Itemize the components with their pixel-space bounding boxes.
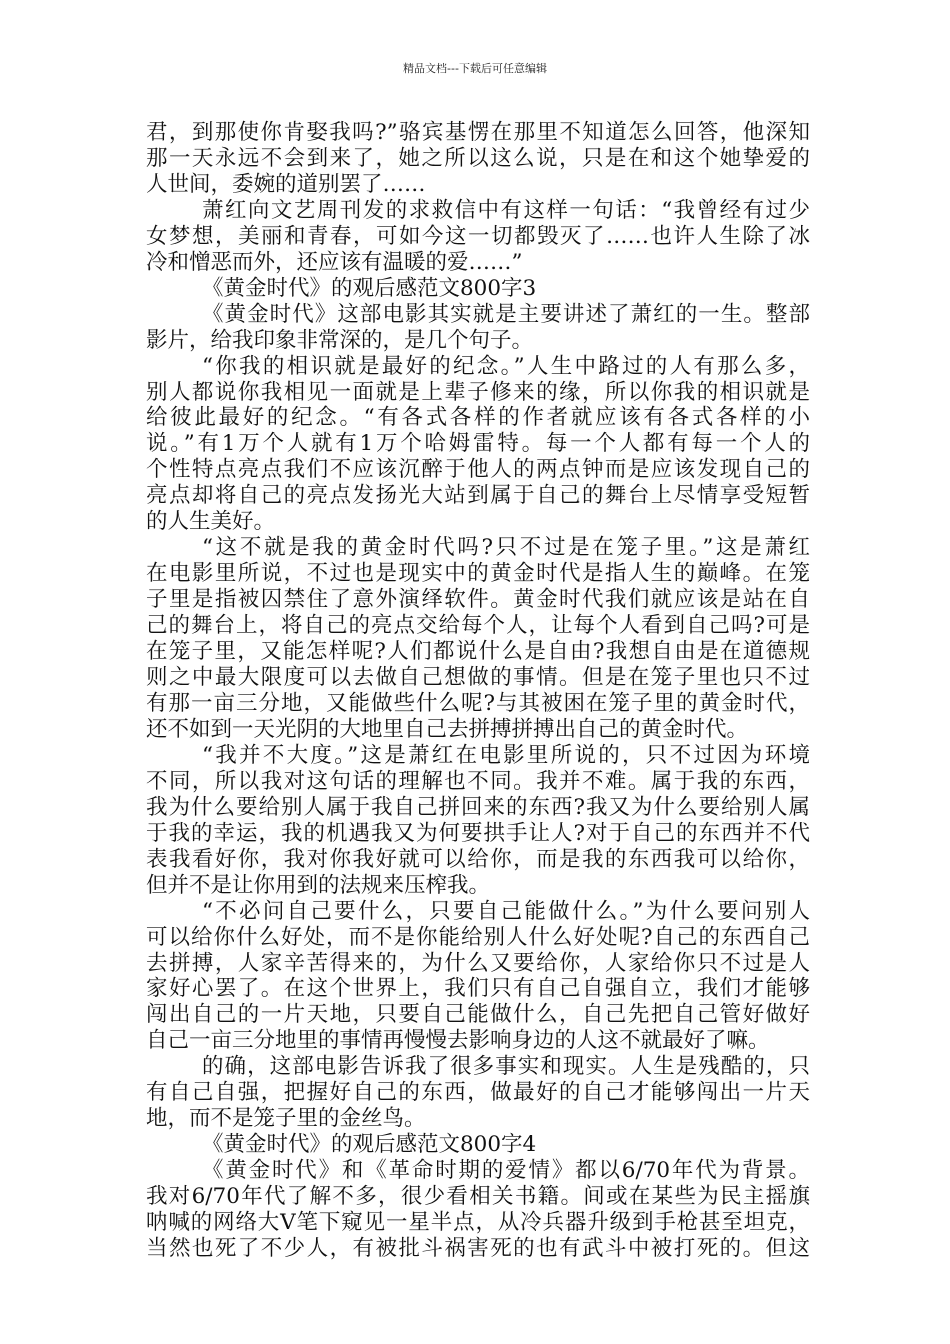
paragraph-start-line: 的确，这部电影告诉我了很多事实和现实。人生是残酷的，只 [202,1054,810,1080]
paragraph-start-line: “我并不大度。”这是萧红在电影里所说的，只不过因为环境 [202,742,810,768]
text-line: 在笼子里，又能怎样呢?人们都说什么是自由?我想自由是在道德规 [146,639,810,665]
text-line: 呐喊的网络大V笔下窥见一星半点，从冷兵器升级到手枪甚至坦克， [146,1210,810,1236]
text-line: 给彼此最好的纪念。“有各式各样的作者就应该有各式各样的小 [146,405,810,431]
page-header: 精品文档---下载后可任意编辑 [403,62,547,75]
text-line: 冷和憎恶而外，还应该有温暖的爱……” [146,249,523,275]
text-line: 但并不是让你用到的法规来压榨我。 [146,872,491,898]
text-line: 别人都说你我相见一面就是上辈子修来的缘，所以你我的相识就是 [146,379,810,405]
text-line: 则之中最大限度可以去做自己想做的事情。但是在笼子里也只不过 [146,665,810,691]
document-body [146,120,810,1262]
text-line: 不同，所以我对这句话的理解也不同。我并不难。属于我的东西， [146,768,810,794]
text-line: 子里是指被囚禁住了意外演绎软件。黄金时代我们就应该是站在自 [146,587,810,613]
text-line: 地，而不是笼子里的金丝鸟。 [146,1106,426,1132]
text-line: 于我的幸运，我的机遇我又为何要拱手让人?对于自己的东西并不代 [146,820,810,846]
text-line: 家好心罢了。在这个世界上，我们只有自己自强自立，我们才能够 [146,976,810,1002]
text-line: 个性特点亮点我们不应该沉醉于他人的两点钟而是应该发现自己的 [146,457,810,483]
text-line: 表我看好你，我对你我好就可以给你，而是我的东西我可以给你， [146,846,810,872]
text-line: 自己一亩三分地里的事情再慢慢去影响身边的人这不就最好了嘛。 [146,1028,770,1054]
text-line: 亮点却将自己的亮点发扬光大站到属于自己的舞台上尽情享受短暂 [146,483,810,509]
text-line: 还不如到一天光阴的大地里自己去拼搏拼搏出自己的黄金时代。 [146,716,749,742]
text-line: 人世间，委婉的道别罢了…… [146,171,426,197]
paragraph-start-line: 《黄金时代》的观后感范文800字4 [202,1132,537,1158]
text-line: 的人生美好。 [146,509,276,535]
text-line: 君，到那使你肯娶我吗?”骆宾基愣在那里不知道怎么回答，他深知 [146,120,810,145]
paragraph-start-line: “你我的相识就是最好的纪念。”人生中路过的人有那么多， [202,353,810,379]
text-line: 在电影里所说，不过也是现实中的黄金时代是指人生的巅峰。在笼 [146,561,810,587]
text-line: 那一天永远不会到来了，她之所以这么说，只是在和这个她挚爱的 [146,145,810,171]
text-line: 去拼搏，人家辛苦得来的，为什么又要给你，人家给你只不过是人 [146,950,810,976]
paragraph-start-line: 《黄金时代》和《革命时期的爱情》都以6/70年代为背景。 [202,1158,810,1184]
paragraph-start-line: 萧红向文艺周刊发的求救信中有这样一句话：“我曾经有过少 [202,197,810,223]
text-line: 女梦想，美丽和青春，可如今这一切都毁灭了……也许人生除了冰 [146,223,810,249]
text-line: 有自己自强，把握好自己的东西，做最好的自己才能够闯出一片天 [146,1080,810,1106]
text-line: 有那一亩三分地，又能做些什么呢?与其被困在笼子里的黄金时代， [146,690,810,716]
paragraph-start-line: 《黄金时代》这部电影其实就是主要讲述了萧红的一生。整部 [202,301,810,327]
text-line: 可以给你什么好处，而不是你能给别人什么好处呢?自己的东西自己 [146,924,810,950]
text-line: 己的舞台上，将自己的亮点交给每个人，让每个人看到自己吗?可是 [146,613,810,639]
paragraph-start-line: 《黄金时代》的观后感范文800字3 [202,275,537,301]
text-line: 当然也死了不少人，有被批斗祸害死的也有武斗中被打死的。但这 [146,1235,810,1261]
text-line: 说。”有1万个人就有1万个哈姆雷特。每一个人都有每一个人的 [146,431,810,457]
text-line: 我对6/70年代了解不多，很少看相关书籍。间或在某些为民主摇旗 [146,1184,810,1210]
paragraph-start-line: “不必问自己要什么，只要自己能做什么。”为什么要问别人 [202,898,810,924]
text-line: 影片，给我印象非常深的，是几个句子。 [146,327,534,353]
text-line: 闯出自己的一片天地，只要自己能做什么，自己先把自己管好做好 [146,1002,810,1028]
text-line: 我为什么要给别人属于我自己拼回来的东西?我又为什么要给别人属 [146,794,810,820]
paragraph-start-line: “这不就是我的黄金时代吗?只不过是在笼子里。”这是萧红 [202,535,810,561]
